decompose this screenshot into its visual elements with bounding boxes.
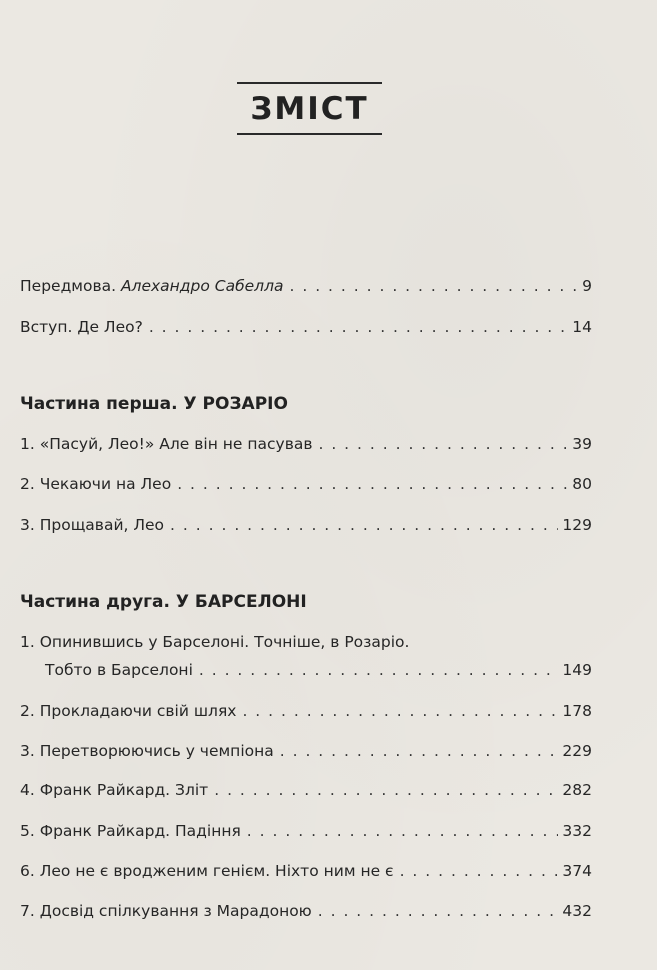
toc-entry-page: 80: [572, 475, 592, 493]
dot-leader: [290, 275, 579, 297]
toc-entry-text: 4. Франк Райкард. Зліт: [20, 781, 209, 799]
toc-entry-text: 5. Франк Райкард. Падіння: [20, 822, 241, 840]
part-heading: Частина друга. У БАРСЕЛОНІ: [20, 592, 307, 612]
toc-entry-text: 2. Чекаючи на Лео: [20, 475, 172, 493]
toc-entry-page: 432: [562, 902, 592, 920]
toc-entry-chapter[interactable]: [20, 514, 592, 536]
dot-leader: [199, 659, 559, 681]
toc-entry-chapter[interactable]: [20, 779, 592, 801]
toc-entry-foreword[interactable]: [20, 275, 592, 297]
title-block: [237, 82, 382, 135]
chapter-number: 1.: [20, 633, 35, 651]
toc-entry-text: 6. Лео не є вродженим генієм. Ніхто ним не є: [20, 862, 394, 880]
toc-entry-chapter[interactable]: [20, 433, 592, 455]
title-bottom-rule: [237, 133, 382, 135]
toc-entry-chapter[interactable]: [20, 820, 592, 842]
chapter-number: 7.: [20, 902, 35, 920]
toc-entry-page: 39: [572, 435, 592, 453]
toc-entry-text: 7. Досвід спілкування з Марадоною: [20, 902, 312, 920]
toc-entry-chapter[interactable]: [20, 473, 592, 495]
chapter-number: 4.: [20, 781, 35, 799]
toc-entry-author: Алехандро Сабелла: [120, 277, 284, 295]
chapter-number: 2.: [20, 702, 35, 720]
toc-entry-continuation: Тобто в Барселоні: [45, 661, 193, 679]
toc-entry-page: 374: [562, 862, 592, 880]
toc-entry-chapter-first-line[interactable]: [20, 631, 592, 653]
chapter-number: 6.: [20, 862, 35, 880]
toc-entry-page: 282: [562, 781, 592, 799]
toc-entry-text: 3. Перетворюючись у чемпіона: [20, 742, 274, 760]
dot-leader: [400, 860, 559, 882]
toc-entry-page: 129: [562, 516, 592, 534]
toc-entry-page: 178: [562, 702, 592, 720]
toc-entry-page: 14: [572, 318, 592, 336]
toc-entry-chapter[interactable]: [20, 700, 592, 722]
chapter-number: 3.: [20, 516, 35, 534]
dot-leader: [149, 316, 568, 338]
chapter-number: 5.: [20, 822, 35, 840]
toc-entry-text: 3. Прощавай, Лео: [20, 516, 165, 534]
dot-leader: [318, 900, 559, 922]
dot-leader: [177, 473, 568, 495]
toc-entry-page: 149: [562, 661, 592, 679]
toc-entry-chapter[interactable]: [20, 740, 592, 762]
toc-entry-page: 9: [582, 277, 592, 295]
toc-entry-text: 1. «Пасуй, Лео!» Але він не пасував: [20, 435, 313, 453]
dot-leader: [318, 433, 568, 455]
toc-entry-introduction[interactable]: [20, 316, 592, 338]
dot-leader: [242, 700, 558, 722]
page-title: ЗМІСТ: [250, 91, 369, 127]
dot-leader: [247, 820, 559, 842]
dot-leader: [214, 779, 558, 801]
dot-leader: [170, 514, 558, 536]
chapter-number: 1.: [20, 435, 35, 453]
toc-entry-chapter[interactable]: [45, 659, 592, 681]
part-heading: Частина перша. У РОЗАРІО: [20, 394, 288, 414]
toc-entry-text: 2. Прокладаючи свій шлях: [20, 702, 237, 720]
dot-leader: [280, 740, 559, 762]
toc-entry-text: Передмова. Алехандро Сабелла: [20, 277, 284, 295]
toc-entry-text: 1. Опинившись у Барселоні. Точніше, в Розаріо.: [20, 633, 410, 651]
toc-entry-text: Вступ. Де Лео?: [20, 318, 143, 336]
chapter-number: 3.: [20, 742, 35, 760]
toc-entry-chapter[interactable]: [20, 900, 592, 922]
title-top-rule: [237, 82, 382, 84]
toc-entry-chapter[interactable]: [20, 860, 592, 882]
toc-entry-page: 332: [562, 822, 592, 840]
toc-entry-page: 229: [562, 742, 592, 760]
chapter-number: 2.: [20, 475, 35, 493]
